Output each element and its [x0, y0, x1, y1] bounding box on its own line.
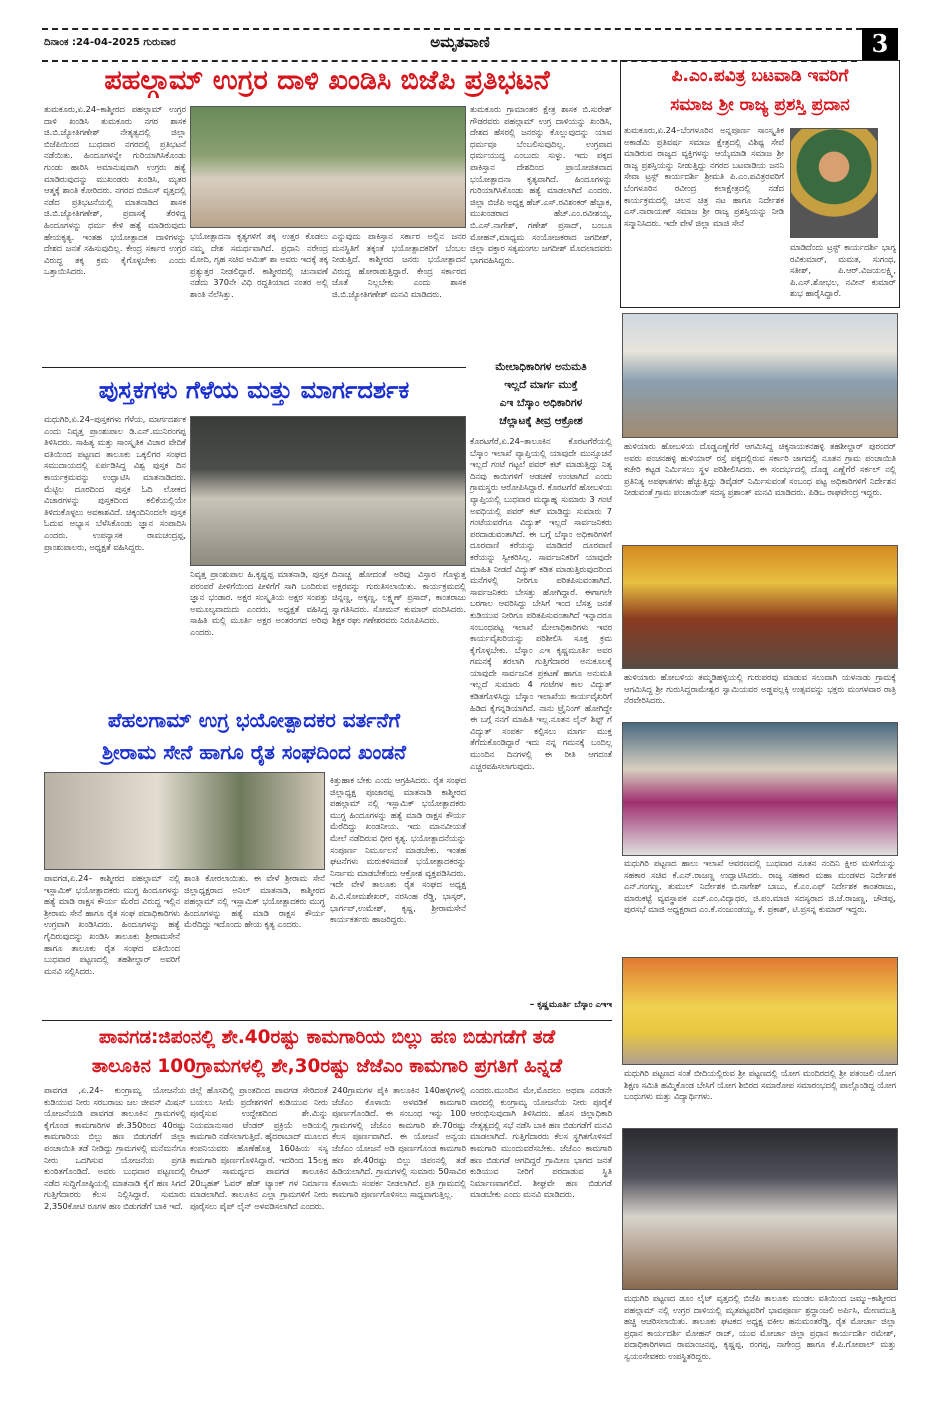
page-number: 3	[862, 28, 898, 60]
caption-temple-festival: ಹುಳಿಯಾರು ಹೋಬಳಿಯ ತಮ್ಮಡಿಹಳ್ಳಿಯಲ್ಲಿ ಗುರುಪರವು ಮಾಡುವ ಸಲುವಾಗಿ ಯಳನಾಡು ಗ್ರಾಮಕ್ಕೆ ಆಗಮಿಸಿದ್ದ ಶ್ರೀ ಗುರುಸಿದ್ದರಾಮೇಶ್ವರ ಸ್ವಾಮಿಯವರ ಅಡ್ಡಪಲ್ಲಕ್ಕಿ ಉತ್ಸವವನ್ನು ಭಕ್ತರು ಮಂಗಳವಾರ ರಾತ್ರಿ ನೆರವೇರಿಸಿದರು.	[624, 672, 896, 706]
photo-yoga-camp	[622, 957, 898, 1065]
article-books-col2: ನಿವೃತ್ತ ಪ್ರಾಂಶುಪಾಲ ಹಿ.ಕೃಷ್ಣಪ್ಪ ಮಾತನಾಡಿ, ಪುಸ್ತಕ ಪರಂಪರೆ ಪೀಳಿಗೆಯಿಂದ ಪೀಳಿಗೆಗೆ ಸಾಗಿ ಬಂದಿರುವ ಜ್ಞಾನ ಭಂಡಾರ. ಅಕ್ಷರ ಸಂಸ್ಕೃತಿಯ ಅಕ್ಷರ ಸಂಪತ್ತು ಅಮೂಲ್ಯವಾದುದು ಎಂದರು. ಅಧ್ಯಕ್ಷತೆ ವಹಿಸಿದ್ದ ಸಾಹಿತಿ ಮಲ್ಲಿ ಮೂರ್ತಿ ಅಕ್ಷರ ಅಂತರಂಗದ ಅರಿವು ಎಂದರು.	[190, 569, 328, 637]
article-bjp-col4: ತುಮಕೂರು ಗ್ರಾಮಾಂತರ ಕ್ಷೇತ್ರ ಶಾಸಕ ಬಿ.ಸುರೇಶ್ ಗೌಡರವರು ಪಹಲ್ಗಾಮ್ ಉಗ್ರ ದಾಳಿಯನ್ನು ಖಂಡಿಸಿ, ದೇಶದ ಹೆಸರಲ್ಲಿ ಜನರನ್ನು ಕೊಲ್ಲುವುದನ್ನು ಯಾವ ಧರ್ಮವೂ ಬೆಂಬಲಿಸುವುದಿಲ್ಲ. ಉಗ್ರವಾದ ಧರ್ಮಯುದ್ಧ ಎಂಬುದು ಸುಳ್ಳು. ಇದು ಪಕ್ಕದ ಪಾಕಿಸ್ತಾನ ದೇಶದಿಂದ ಪ್ರಾಯೋಜಿತವಾದ ಭಯೋತ್ಪಾದನಾ ಕೃತ್ಯವಾಗಿದೆ. ಹಿಂದೂಗಳನ್ನು ಗುರಿಯಾಗಿಸಿಕೊಂಡು ಹತ್ಯೆ ಮಾಡಲಾಗಿದೆ ಎಂದರು. ಜಿಲ್ಲಾ ಬಿಜೆಪಿ ಅಧ್ಯಕ್ಷ ಹೆಚ್.ಎಸ್.ರವಿಶಂಕರ್ ಹೆಬ್ಬಾಕ, ಮುಖಂಡರಾದ ಹೆಚ್.ಎಂ.ರವೀಶಯ್ಯ, ಬಿ.ಎಸ್.ನಾಗೇಶ್, ಗಣೇಶ್ ಪ್ರಸಾದ್, ಬಂಬೂ ಮೋಹನ್,ಮಾಧ್ಯಮ ಸಂಯೋಜಕರಾದ ಜಗದೀಶ್, ಜಿಲ್ಲಾ ವಕ್ತಾರ ಸತ್ಯಮಂಗಲ ಜಗದೀಶ್ ಮೊದಲಾದವರು ಭಾಗವಹಿಸಿದ್ದರು.	[470, 104, 612, 265]
photo-site-inspection	[622, 313, 898, 438]
issue-date: ದಿನಾಂಕ :24-04-2025 ಗುರುವಾರ	[44, 37, 176, 48]
subhead-line: ಮೇಲಾಧಿಕಾರಿಗಳ ಅನುಮತಿ	[495, 361, 587, 373]
header-rule-top	[42, 28, 862, 30]
masthead: ಅಮೃತವಾಣಿ	[430, 33, 490, 51]
article-bjp-col2: ಭಯೋತ್ಪಾದನಾ ಕೃತ್ಯಗಳಿಗೆ ತಕ್ಕ ಉತ್ತರ ಕೊಡಲು ನಮ್ಮ ದೇಶ ಸಮರ್ಥವಾಗಿದೆ. ಪ್ರಧಾನಿ ನರೇಂದ್ರ ಮೋದಿ, ಗೃಹ ಸಚಿವ ಅಮಿತ್ ಶಾ ಅವರು ಇದಕ್ಕೆ ತಕ್ಕ ಪ್ರತ್ಯುತ್ತರ ನೀಡಲಿದ್ದಾರೆ. ಕಾಶ್ಮೀರದಲ್ಲಿ ಚುನಾವಣೆ ನಡೆದು 370ನೇ ವಿಧಿ ರದ್ದತಿಯಾದ ನಂತರ ಅಲ್ಲಿ ಶಾಂತಿ ನೆಲೆಸಿತ್ತು.	[190, 231, 328, 299]
photo-temple-festival	[622, 545, 898, 669]
article-bjp-col1: ತುಮಕೂರು,ಏ.24–ಕಾಶ್ಮೀರದ ಪಹಲ್ಗಾಮ್ ಉಗ್ರರ ದಾಳಿ ಖಂಡಿಸಿ ತುಮಕೂರು ನಗರ ಶಾಸಕ ಜಿ.ಬಿ.ಜ್ಯೋತಿಗಣೇಶ್ ನೇತೃತ್ವದಲ್ಲಿ ಜಿಲ್ಲಾ ಬಿಜೆಪಿಯಿಂದ ಬುಧವಾರ ನಗರದಲ್ಲಿ ಪ್ರತಿಭಟನೆ ನಡೆಯಿತು. ಹಿಂದೂಗಳನ್ನೇ ಗುರಿಯಾಗಿಸಿಕೊಂಡು ಗುಂಡು ಹಾರಿಸಿ ಅಮಾನುಷವಾಗಿ ಉಗ್ರರು ಹತ್ಯೆ ಮಾಡಿರುವುದನ್ನು ಮುಖಂಡರು ಖಂಡಿಸಿ, ಮೃತರ ಆತ್ಮಕ್ಕೆ ಶಾಂತಿ ಕೋರಿದರು. ನಗರದ ಬಿಜಿಎಸ್ ವೃತ್ತದಲ್ಲಿ ನಡೆದ ಪ್ರತಿಭಟನೆಯಲ್ಲಿ ಮಾತನಾಡಿದ ಶಾಸಕ ಜಿ.ಬಿ.ಜ್ಯೋತಿಗಣೇಶ್, ಪ್ರವಾಸಕ್ಕೆ ತೆರಳಿದ್ದ ಹಿಂದೂಗಳನ್ನು ಧರ್ಮ ಕೇಳಿ ಹತ್ಯೆ ಮಾಡಿರುವುದು ಹೇಯಕೃತ್ಯ. ಇಂತಹ ಭಯೋತ್ಪಾದಕ ದಾಳಿಗಳನ್ನು ದೇಶದ ಜನತೆ ಸಹಿಸುವುದಿಲ್ಲ. ಕೇಂದ್ರ ಸರ್ಕಾರ ಉಗ್ರರ ವಿರುದ್ಧ ತಕ್ಕ ಕ್ರಮ ಕೈಗೊಳ್ಳಬೇಕು ಎಂದು ಒತ್ತಾಯಿಸಿದರು.	[44, 104, 186, 277]
headline-line: ಶ್ರೀರಾಮ ಸೇನೆ ಹಾಗೂ ರೈತ ಸಂಘದಿಂದ ಖಂಡನೆ	[101, 740, 406, 764]
headline-jjm-works	[42, 1023, 612, 1081]
photo-book-day-event	[190, 416, 466, 566]
divider	[42, 1020, 612, 1021]
caption-yoga-camp: ಮಧುಗಿರಿ ಪಟ್ಟಣದ ಸಂತೆ ಬೀದಿಯಲ್ಲಿರುವ ಶ್ರೀ ಪಟ್ಟಣದಲ್ಲಿ ಯೋಗ ಮಂದಿರದಲ್ಲಿ ಶ್ರೀ ಪತಂಜಲಿ ಯೋಗ ಶಿಕ್ಷಣ ಸಮಿತಿ ಹಮ್ಮಿಕೊಂಡ ಬೇಸಿಗೆ ಯೋಗ ಶಿಬಿರದ ಸಮಾರೋಪ ಸಮಾರಂಭದಲ್ಲಿ ಪಾಲ್ಗೊಂಡಿದ್ದ ಯೋಗ ಬಂಧುಗಳು ಮತ್ತು ವಿದ್ಯಾರ್ಥಿಗಳು.	[624, 1068, 896, 1102]
article-bjp-col3: ಎನ್ನುವುದು ಪಾಕಿಸ್ತಾನ ಸರ್ಕಾರ ಅಲ್ಲಿನ ಜನರ ಮನಸ್ಥಿತಿಗೆ ತಕ್ಕಂತೆ ಭಯೋತ್ಪಾದಕರಿಗೆ ಬೆಂಬಲ ನೀಡುತ್ತಿದೆ. ಕಾಶ್ಮೀರದ ಜನರು ಭಯೋತ್ಪಾದನೆ ವಿರುದ್ಧ ಹೋರಾಡುತ್ತಿದ್ದಾರೆ. ಕೇಂದ್ರ ಸರ್ಕಾರದ ಜೊತೆ ನಿಲ್ಲಬೇಕು ಎಂದು ಶಾಸಕ ಜಿ.ಬಿ.ಜ್ಯೋತಿಗಣೇಶ್ ಮನವಿ ಮಾಡಿದರು.	[332, 231, 466, 299]
caption-candle-tribute: ಮಧುಗಿರಿ ಪಟ್ಟಣದ ಡೂಂ ಲೈಟ್ ವೃತ್ತದಲ್ಲಿ ಬಿಜೆಪಿ ತಾಲೂಕು ಮಂಡಲ ವತಿಯಿಂದ ಜಮ್ಮು–ಕಾಶ್ಮೀರದ ಪಹಲ್ಗಾಮ್ ನಲ್ಲಿ ಉಗ್ರರ ದಾಳಿಯಲ್ಲಿ ಮೃತಪಟ್ಟವರಿಗೆ ಭಾವಪೂರ್ಣ ಶ್ರದ್ಧಾಂಜಲಿ ಅರ್ಪಿಸಿ, ಮೇಣದಬತ್ತಿ ಹಚ್ಚಿ ಆಚರಿಸಲಾಯಿತು. ತಾಲೂಕು ಘಟಕದ ಅಧ್ಯಕ್ಷ ವಕೀಲ ಹನುಮಂತರೆಡ್ಡಿ, ರೈತ ಮೋರ್ಚಾ ಜಿಲ್ಲಾ ಪ್ರಧಾನ ಕಾರ್ಯದರ್ಶಿ ಮೋಹನ್ ರಾಜ್, ಯುವ ಮೋರ್ಚಾ ಜಿಲ್ಲಾ ಪ್ರಧಾನ ಕಾರ್ಯದರ್ಶಿ ರಮೇಶ್, ಪದಾಧಿಕಾರಿಗಳಾದ ರಾಮಾಂಜನಪ್ಪ, ಕೃಷ್ಣಪ್ಪ, ರಂಗಪ್ಪ, ನಾಗೇಂದ್ರ ಹಾಗೂ ಕೆ.ಪಿ.ಗೋಪಾಲ್ ಮತ್ತು ಸ್ವಯಂಸೇವಕರು ಉಪಸ್ಥಿತರಿದ್ದರು.	[624, 1293, 896, 1361]
photo-candle-tribute	[622, 1128, 898, 1290]
article-jjm-col3: 240ಗ್ರಾಮಗಳ ಪೈಕಿ ತಾಲೂಕಿನ 140ಹಳ್ಳಿಗಳಲ್ಲಿ ಜೆಜೆಎಂ ಕೊಳಾಯಿ ಅಳವಡಿಕೆ ಕಾಮಗಾರಿ ಪೂರ್ಣಗೊಂಡಿದೆ. ಈ ಸಂಬಂಧ ಇನ್ನು 100 ಗ್ರಾಮಗಳಲ್ಲಿ ಜೆಜೆಎಂ ಕಾಮಗಾರಿ ಶೇ.70ರಷ್ಟು ಕೆಲಸ ಪೂರ್ಣವಾಗಿದೆ. ಈ ಯೋಜನೆ ಅನ್ವಯ ಜೆಜೆಎಂ ಯೋಜನೆ ಅಡಿ ಪೂರ್ಣಗೊಂಡ ಕಾಮಗಾರಿ ಹಣ ಶೇ.40ರಷ್ಟು ಬಿಲ್ಲು ಜಿಪಂನಲ್ಲಿ ತಡೆ ಹಿಡಿಯಲಾಗಿದೆ. ಗ್ರಾಮಗಳಲ್ಲಿ ಸುಮಾರು 50ಸಾವಿರ ಕೊಳಾಯಿ ಸಂಪರ್ಕ ನೀಡಲಾಗಿದೆ. ಪ್ರತಿ ಗ್ರಾಮದಲ್ಲಿ ಕಾಮಗಾರಿ ಪೂರ್ಣಗೊಳಿಸಲು ಸಾಧ್ಯವಾಗುತ್ತಿಲ್ಲ.	[332, 1085, 466, 1200]
article-jjm-col2: ಜಿಲ್ಲೆ ಹೊಸದಿಲ್ಲಿ ಪ್ರಾಂತದಿಂದ ಪಾವಗಡ ಸೇರಿದಂತೆ ಬಯಲು ಸೀಮೆ ಪ್ರದೇಶಗಳಿಗೆ ಕುಡಿಯುವ ನೀರು ಪೂರೈಸುವ ಉದ್ದೇಶದಿಂದ ಶೇ.ಮಿನ್ನು ನಿಯಮಾನುಸಾರ ಟೆಂಡರ್ ಪ್ರಕ್ರಿಯೆ ಅಡಿಯಲ್ಲಿ ಕಾಮಗಾರಿ ನಡೆಸಲಾಗುತ್ತಿದೆ. ಹೈದರಾಬಾದ್ ಮೂಲದ ಕಂಪನಿಯವರು ಹೊಣೆಹೊತ್ತ 160ಹಿಯ ಸಸ್ಯ ಕಾಮಗಾರಿ ಪೂರ್ಣಗೊಳಿಸಿದ್ದಾರೆ. ಇದರಿಂದ 15ಲಕ್ಷ ಲೀಟರ್ ಸಾಮರ್ಥ್ಯದ ಪಾವಗಡ ತಾಲೂಕಿನ 20ಬೃಹತ್ ಓವರ್ ಹೆಡ್ ಟ್ಯಾಂಕ್ ಗಳ ನಿರ್ಮಾಣ ಮಾಡಲಾಗಿದೆ. ತಾಲೂಕಿನ ಎಲ್ಲಾ ಗ್ರಾಮಗಳಿಗೆ ನೀರು ಪೂರೈಸಲು ಪೈಪ್ ಲೈನ್ ಅಳವಡಿಸಲಾಗಿದೆ ಎಂದರು.	[190, 1085, 328, 1211]
subhead-line: ಎಇ ಬೆಸ್ಕಾಂ ಅಧಿಕಾರಿಗಳ	[499, 397, 583, 409]
headline-line: ಸಮಾಜ ಶ್ರೀ ರಾಜ್ಯ ಪ್ರಶಸ್ತಿ ಪ್ರದಾನ	[670, 95, 850, 115]
subhead-line: ಚೆಲ್ಲಾಟಕ್ಕೆ ತೀವ್ರ ಆಕ್ರೋಶ	[499, 415, 583, 427]
photo-pavithra	[790, 128, 878, 238]
article-award-body-cont: ಮಾಡಿದೆಂದು ಟ್ರಸ್ಟ್ ಕಾರ್ಯದರ್ಶಿ ಭಾಗ್ಯ ರವಿಕುಮಾರ್, ಮಮತ, ಸುಗಂಧ, ಸತೀಶ್, ಪಿ.ಆರ್.ವಿಜಯಲಕ್ಷ್ಮಿ, ಪಿ.ಎಸ್.ಶೋಭಲ, ನವೀನ್ ಕುಮಾರ್ ಶುಭ ಹಾರೈಸಿದ್ದಾರೆ.	[790, 242, 896, 299]
headline-bjp-protest: ಪಹಲ್ಗಾಮ್ ಉಗ್ರರ ದಾಳಿ ಖಂಡಿಸಿ ಬಿಜೆಪಿ ಪ್ರತಿಭಟನೆ	[104, 65, 550, 96]
headline-line: ಪಿ.ಎಂ.ಪವಿತ್ರ ಬಟವಾಡಿ ಇವರಿಗೆ	[671, 66, 849, 86]
headline-line: ತಾಲೂಕಿನ 100ಗ್ರಾಮಗಳಲ್ಲಿ ಶೇ,30ರಷ್ಟು ಜೆಜೆಎಂ ಕಾಮಗಾರಿ ಪ್ರಗತಿಗೆ ಹಿನ್ನಡೆ	[91, 1056, 563, 1077]
article-sene-col2: ಶಾಂತಿ ಕೋರಲಾಯಿತು. ಈ ವೇಳೆ ಶ್ರೀರಾಮ ಸೇನೆ ಜಿಲ್ಲಾಧ್ಯಕ್ಷರಾದ ಅನಿಲ್ ಮಾತನಾಡಿ, ಕಾಶ್ಮೀರದ ಪಹಲ್ಗಾಮ್ ನಲ್ಲಿ ಇಸ್ಲಾಮಿಕ್ ಭಯೋತ್ಪಾದಕರು ಮುಗ್ಧ ಹಿಂದೂಗಳನ್ನು ಹತ್ಯೆ ಮಾಡಿ ರಾಕ್ಷಸ ಕೌರ್ಯ ಮೆರೆದಿದ್ದು ಇದೊಂದು ಹೇಯ ಕೃತ್ಯ ಎಂದರು.	[184, 873, 325, 930]
photo-bjp-protest	[190, 106, 466, 228]
photo-memorandum-submission	[44, 772, 325, 870]
divider	[42, 367, 466, 368]
headline-sriram-sene	[42, 704, 466, 768]
article-books-col3: ದಿನಾಚ್ಚ ಹೋದಂತೆ ಅರಿವು ವಿಸ್ತಾರ ಗೊಳ್ಳುತ್ತ ಅಕ್ಷರವನ್ನು ಗುರುತಿಸಲಾಯಿತು. ಕಾರ್ಯಕ್ರಮದಲ್ಲಿ ಚಿನ್ನಣ್ಣ, ಅಕ್ಕಣ್ಣ, ಲಕ್ಷ್ಮಣ್ ಪ್ರಸಾದ್, ಕಾಂತರಾಜು ಸ್ವಾಗತಿಸಿದರು. ಸೋಮನ್ ಕುಮಾರ್ ವಂದಿಸಿದರು. ಶಿಕ್ಷಕ ರಘು ಗಣೇಶರವರು ನಿರೂಪಿಸಿದರು.	[332, 569, 466, 626]
article-award-body: ತುಮಕೂರು,ಏ.24–ಬೆಂಗಳೂರಿನ ಅನ್ನಪೂರ್ಣ ಸಾಂಸ್ಕೃತಿಕ ಅಕಾಡೆಮಿ ಪ್ರತಿವರ್ಷ ಸಮಾಜ ಕ್ಷೇತ್ರದಲ್ಲಿ ವಿಶಿಷ್ಟ ಸೇವೆ ಮಾಡಿರುವ ರಾಜ್ಯದ ವ್ಯಕ್ತಿಗಳನ್ನು ಆಯ್ಕೆಮಾಡಿ ಸಮಾಜ ಶ್ರೀ ರಾಜ್ಯ ಪ್ರಶಸ್ತಿಯನ್ನು ನೀಡುತ್ತಿದ್ದು ನಗರದ ಬಟವಾಡಿಯ ಜನನಿ ಸೇವಾ ಟ್ರಸ್ಟ್ ಕಾರ್ಯದರ್ಶಿ ಶ್ರೀಮತಿ ಪಿ.ಎಂ.ಪವಿತ್ರರವರಿಗೆ ಬೆಂಗಳೂರಿನ ರವೀಂದ್ರ ಕಲಾಕ್ಷೇತ್ರದಲ್ಲಿ ನಡೆದ ಕಾರ್ಯಕ್ರಮದಲ್ಲಿ ಚಲನ ಚಿತ್ರ ನಟ ಹಾಗೂ ನಿರ್ದೇಶಕ ಎಸ್.ನಾರಾಯಣ್ ಸಮಾಜ ಶ್ರೀ ರಾಜ್ಯ ಪ್ರಶಸ್ತಿಯನ್ನು ನೀಡಿ ಸನ್ಮಾನಿಸಿದರು. ಇದೇ ವೇಳೆ ಜಿಲ್ಲಾ ಮಾಜಿ ಸೇನೆ	[624, 125, 784, 228]
headline-award	[622, 62, 898, 120]
headline-books: ಪುಸ್ತಕಗಳು ಗೆಳೆಯ ಮತ್ತು ಮಾರ್ಗದರ್ಶಕ	[98, 376, 410, 404]
article-sene-col3: ಕಿತ್ತುಹಾಕ ಬೇಕು ಎಂದು ಆಗ್ರಹಿಸಿದರು. ರೈತ ಸಂಘದ ಜಿಲ್ಲಾಧ್ಯಕ್ಷ ಪೂಜಾರಪ್ಪ ಮಾತನಾಡಿ ಕಾಶ್ಮೀರದ ಪಹಲ್ಗಾಮ್ ನಲ್ಲಿ ಇಸ್ಲಾಮಿಕ್ ಭಯೋತ್ಪಾದಕರು ಮುಗ್ಧ ಹಿಂದೂಗಳನ್ನು ಹತ್ಯೆ ಮಾಡಿ ರಾಕ್ಷಸ ಕೌರ್ಯ ಮೆರೆದಿದ್ದು ಖಂಡನೀಯ. ಇದು ಮಾನವೀಯತೆ ಮೇಲೆ ನಡೆದಿರುವ ಧೀರ ಕೃತ್ಯ. ಭಯೋತ್ಪಾದನೆಯನ್ನು ಸಂಪೂರ್ಣ ನಿರ್ಮೂಲನೆ ಮಾಡಬೇಕು. ಇಂತಹ ಘಟನೆಗಳು ಮರುಕಳಿಸದಂತೆ ಭಯೋತ್ಪಾದಕರನ್ನು ನಿರ್ನಾಮ ಮಾಡಬೇಕೆಂದು ಆಕ್ರೋಶ ವ್ಯಕ್ತಪಡಿಸಿದರು. ಇದೇ ವೇಳೆ ತಾಲೂಕು ರೈತ ಸಂಘದ ಅಧ್ಯಕ್ಷ ಪಿ.ವಿ.ಸೋಮಶೇಖರ್, ನರಸಿಂಹ ರೆಡ್ಡಿ, ಭಾಸ್ಕರ್, ಭಾರ್ಗವ್,ಉಮೇಶ್, ಕೃಷ್ಣ, ಶ್ರೀರಾಮಸೇನೆ ಕಾರ್ಯಕರ್ತರು ಹಾಜರಿದ್ದರು.	[330, 775, 466, 925]
article-bescom-body: ಕೊರಟಗೆರೆ,ಏ.24–ತಾಲೂಕಿನ ಕೊರಟಗೆರೆಯಲ್ಲಿ ಬೆಸ್ಕಾಂ ಇಲಾಖೆ ವ್ಯಾಪ್ತಿಯಲ್ಲಿ ಯಾವುದೇ ಮುನ್ಸೂಚನೆ ಇಲ್ಲದೆ ಗಂಟೆ ಗಟ್ಟಲೆ ಪವರ್ ಕಟ್ ಮಾಡುತ್ತಿದ್ದು ನಿತ್ಯ ದಿನವು ಕಾಯಿಗಳಿಗೆ ಆಡಚಣೆ ಉಂಟಾಗಿದೆ ಎಂದು ಗ್ರಾಮಸ್ಥರು ಆರೋಪಿಸಿದ್ದಾರೆ. ಕೊರಟಗೆರೆ ಹೋಬಳಿಯ ವ್ಯಾಪ್ತಿಯಲ್ಲಿ ಬುಧವಾರ ಮಧ್ಯಾಹ್ನ ಸುಮಾರು 3 ಗಂಟೆ ಅವಧಿಯಲ್ಲಿ ಪವರ್ ಕಟ್ ಮಾಡಿದ್ದು ಸುಮಾರು 7 ಗಂಟೆಯವರೆಗೂ ವಿದ್ಯುತ್ ಇಲ್ಲದೆ ಸಾರ್ವಜನಿಕರು ಪರದಾಡುವಂತಾಗಿದೆ. ಈ ಬಗ್ಗೆ ಬೆಸ್ಕಾಂ ಅಧಿಕಾರಿಗಳಿಗೆ ದೂರವಾಣಿ ಕರೆಯನ್ನು ಮಾಡಿದರೆ ದೂರವಾಣಿ ಕರೆಯನ್ನು ಸ್ವೀಕರಿಸಿಲ್ಲ. ಸಾರ್ವಜನಿಕರಿಗೆ ಯಾವುದೇ ಮಾಹಿತಿ ನೀಡದೆ ವಿದ್ಯುತ್ ಕಡಿತ ಮಾಡುತ್ತಿರುವುದರಿಂದ ಮನೆಗಳಲ್ಲಿ ನೀರಿಗೂ ಪರಿತಪಿಸುವಂತಾಗಿದೆ. ಸಾರ್ವಜನಿಕರು ಬೇಸತ್ತು ಹೋಗಿದ್ದಾರೆ. ಈಗಾಗಲೇ ಬರಗಾಲ ಆವರಿಸಿದ್ದು ಬೇಸಿಗೆ ಇಂದ ಬೆಸತ್ತ ಜನತೆ ಕುಡಿಯುವ ನೀರಿಗೂ ಪರಿತಪಿಸುವಂತಾಗಿದೆ ಇನ್ನಾದರೂ ಸಂಬಂಧಪಟ್ಟ ಇಲಾಖೆ ಮೇಲಾಧಿಕಾರಿಗಳು ಇವರ ಕಾರ್ಯವೈಖರಿಯನ್ನು ಪರಿಶೀಲಿಸಿ ಸೂಕ್ತ ಕ್ರಮ ಕೈಗೊಳ್ಳಬೇಕು. ಬೆಸ್ಕಾಂ ಎಇ ಕೃಷ್ಣಮೂರ್ತಿ ಅವರ ಗಮನಕ್ಕೆ ತರಲಾಗಿ ಗುತ್ತಿಗೆದಾರರ ಅನುಕೂಲಕ್ಕೆ ಯಾವುದೇ ಸಾರ್ವಜನಿಕ ಪ್ರಕಟಣೆ ಹಾಗೂ ಅನುಮತಿ ಇಲ್ಲದೆ ಸುಮಾರು 4 ಗಂಟೆಗಳ ಕಾಲ ವಿದ್ಯುತ್ ಕಡಿತಗೊಳಿಸಿದ್ದು ಬೆಸ್ಕಾಂ ಇಲಾಖೆಯ ಕಾರ್ಯವೈಖರಿಗೆ ಹಿಡಿದ ಕೈಗನ್ನಡಿಯಾಗಿದೆ. ನಾನು ಟ್ರೈನಿಂಗ್ ಹೋಗಿದ್ದೇ ಈ ಬಗ್ಗೆ ನನಗೆ ಮಾಹಿತಿ ಇಲ್ಲ.ನೂತನ ಲೈನ್ ಶಿಫ್ಟ್ ಗೆ ವಿದ್ಯುತ್ ಸಂಪರ್ಕ ಕಲ್ಪಿಸಲು ಮಾರ್ಗ ಮುಕ್ತ ತೆಗೆದುಕೊಂಡಿದ್ದಾರೆ ಇದು ನನ್ನ ಗಮನಕ್ಕೆ ಬಂದಿಲ್ಲ ಮುಂದಿನ ದಿನಗಳಲ್ಲಿ ಈ ರೀತಿ ಆಗದಂತೆ ಎಚ್ಚರವಹಿಸಲಾಗುವುದು.	[470, 436, 612, 771]
headline-line: ಪೆಹಲಗಾಮ್ ಉಗ್ರ ಭಯೋತ್ಪಾದಕರ ವರ್ತನೆಗೆ	[107, 708, 401, 732]
article-sene-col1: ಪಾವಗಡ,ಏ.24– ಕಾಶ್ಮೀರದ ಪಹಲ್ಗಾಮ್ ನಲ್ಲಿ ಇಸ್ಲಾಮಿಕ್ ಭಯೋತ್ಪಾದಕರು ಮುಗ್ಧ ಹಿಂದೂಗಳನ್ನು ಹತ್ಯೆ ಮಾಡಿ ರಾಕ್ಷಸ ಕೌರ್ಯ ಮೆರೆದ ವಿರುದ್ಧ ಇಲ್ಲಿನ ಶ್ರೀರಾಮ ಸೇನೆ ಹಾಗೂ ರೈತ ಸಂಘ ಪದಾಧಿಕಾರಿಗಳು ಉಗ್ರವಾಗಿ ಖಂಡಿಸಿದರು. ಹಿಂದೂಗಳನ್ನು ಹತ್ಯೆ ಗೈದಿರುವುದನ್ನು ಖಂಡಿಸಿ ತಾಲೂಕು ಶ್ರೀರಾಮಸೇನೆ ಹಾಗೂ ತಾಲೂಕು ರೈತ ಸಂಘದ ವತಿಯಿಂದ ಬುಧವಾರ ಪಟ್ಟಣದಲ್ಲಿ ತಹಶೀಲ್ದಾರ್ ಅವರಿಗೆ ಮನವಿ ಸಲ್ಲಿಸಿದರು.	[44, 873, 180, 976]
headline-line: ಪಾವಗಡ:ಜಿಪಂನಲ್ಲಿ ಶೇ.40ರಷ್ಟು ಕಾಮಗಾರಿಯ ಬಿಲ್ಲು ಹಣ ಬಿಡುಗಡೆಗೆ ತಡೆ	[98, 1027, 556, 1048]
article-jjm-col1: ಪಾವಗಡ ,ಏ.24– ಕುಂಗ್ರಾಮ್ಯ ಯೋಜನೆಯ ಕುಡಿಯುವ ನೀರು ಸರಬರಾಜು ಜಲ ಜೀವನ್ ಮಿಷನ್ ಯೋಜನೆಯಡಿ ಪಾವಗಡ ತಾಲೂಕಿನ ಗ್ರಾಮಗಳಲ್ಲಿ ಕೈಗೊಂಡ ಕಾಮಗಾರಿಗಳ ಶೇ.350ರಿಂದ 40ರಷ್ಟು ಕಾಮಗಾರಿಯ ಬಿಲ್ಲು ಹಣ ಬಿಡುಗಡೆಗೆ ಜಿಲ್ಲಾ ಪಂಚಾಯಿತಿ ತಡೆ ನೀಡಿದ್ದು ಗ್ರಾಮಗಳಲ್ಲಿ ಮನೆಮನೆಗೂ ನೀರು ಒದಗಿಸುವ ಯೋಜನೆಯ ಪ್ರಗತಿ ಕುಂಠಿತಗೊಂಡಿದೆ. ಅವರು ಬುಧವಾರ ಪಟ್ಟಣದಲ್ಲಿ ನಡೆದ ಸುದ್ದಿಗೋಷ್ಠಿಯಲ್ಲಿ ಮಾತನಾಡಿ ಕೈಗೆ ಹಣ ಸಿಗದೆ ಗುತ್ತಿಗೆದಾರರು ಕೆಲಸ ನಿಲ್ಲಿಸಿದ್ದಾರೆ. ಸುಮಾರು 2,350ಕೋಟಿ ರೂಗಳ ಹಣ ಬಿಡುಗಡೆಗೆ ಬಾಕಿ ಇದೆ.	[44, 1085, 186, 1211]
subhead-line: ಇಲ್ಲದೆ ಮಾರ್ಗ ಮುಕ್ತೆ	[504, 379, 578, 391]
article-bescom-signature: – ಕೃಷ್ಣಮೂರ್ತಿ ಬೆಸ್ಕಾಂ ಎಇಇ	[529, 1000, 612, 1010]
caption-nandini-inauguration: ಮಧುಗಿರಿ ಪಟ್ಟಣದ ಹಾಲು ಇಲಾಖೆ ಆವರಣದಲ್ಲಿ ಬುಧವಾರ ನೂತನ ನಂದಿನಿ ಕ್ಷೀರ ಮಳಿಗೆಯನ್ನು ಸಹಕಾರ ಸಚಿವ ಕೆ.ಎನ್.ರಾಜಣ್ಣ ಉದ್ಘಾಟಿಸಿದರು. ರಾಜ್ಯ ಸಹಕಾರ ಮಹಾ ಮಂಡಳದ ನಿರ್ದೇಶಕ ಎನ್.ಗಂಗಣ್ಣ, ತುಮುಲ್ ನಿರ್ದೇಶಕ ಬಿ.ನಾಗೇಶ್ ಬಾಬು, ಕೆ.ಎಂ.ಎಫ್ ನಿರ್ದೇಶಕ ಕಾಂತರಾಜು, ಮಾರುಕಟ್ಟೆ ವ್ಯವಸ್ಥಾಪಕ ಎಚ್.ಎಂ.ವಿದ್ಯಾಧರ, ಜಿ.ಪಂ.ಮಾಜಿ ಸದಸ್ಯರಾದ ಜಿ.ಜೆ.ರಾಜಣ್ಣ, ಚೌಡಪ್ಪ, ಪುರಸಭೆ ಮಾಜಿ ಅಧ್ಯಕ್ಷರಾದ ಎಂ.ಕೆ.ನಂಜುಂಡಯ್ಯ, ಕೆ. ಪ್ರಕಾಶ್, ಟಿ.ಪ್ರಸನ್ನ ಕುಮಾರ್ ಇದ್ದರು.	[624, 858, 896, 915]
photo-nandini-inauguration	[622, 722, 898, 856]
subhead-bescom	[470, 358, 612, 430]
caption-site-inspection: ಹುಳಿಯಾರು ಹೋಬಳಿಯ ದೊಡ್ಡಎಣ್ಣೆಗೆರೆ ಆಗಮಿಸಿದ್ದ ಚಿಕ್ಕನಾಯಕನಹಳ್ಳಿ ತಹಶೀಲ್ದಾರ್ ಪುರಂದರ್ ಅವರು ಪಂಚನಹಳ್ಳಿ ಹುಳಿಯಾರ್ ರಸ್ತೆ ಪಕ್ಕದಲ್ಲಿರುವ ಸರ್ಕಾರಿ ಜಾಗದಲ್ಲಿ ನೂತನ ಗ್ರಾಮ ಪಂಚಾಯಿತಿ ಕಚೇರಿ ಕಟ್ಟಡ ನಿರ್ಮಿಸಲು ಸ್ಥಳ ಪರಿಶೀಲಿಸಿದರು. ಈ ಸಂದರ್ಭದಲ್ಲಿ ದೊಡ್ಡ ಎಣ್ಣೆಗೆರೆ ಸರ್ಕಲ್ ನಲ್ಲಿ ಪ್ರತಿನಿತ್ಯ ಅಪಘಾತಗಳು ಹೆಚ್ಚುತ್ತಿದ್ದು ಡಿವೈಡರ್ ನಿರ್ಮಿಸುವಂತೆ ಸಂಬಂಧ ಪಟ್ಟ ಅಧಿಕಾರಿಗಳಿಗೆ ನಿರ್ದೇಶನ ನೀಡುವಂತೆ ಗ್ರಾಮ ಪಂಚಾಯಿತ್ ಸದಸ್ಯ ಪ್ರಶಾಂತ್ ಮನವಿ ಮಾಡಿದರು. ಪಿಡಿಒ ರಾಘವೇಂದ್ರ ಇದ್ದರು.	[624, 441, 896, 498]
article-books-col1: ಮಧುಗಿರಿ,ಏ.24–ಪುಸ್ತಕಗಳು ಗೆಳೆಯ, ಮಾರ್ಗದರ್ಶಕ ಎಂದು ನಿವೃತ್ತ ಪ್ರಾಂಶುಪಾಲ ಡಿ.ಎನ್.ಮುನಿರಂಗಪ್ಪ ತಿಳಿಸಿದರು. ಸಾಹಿತ್ಯ ಮತ್ತು ಸಾಂಸ್ಕೃತಿಕ ವಿಚಾರ ವೇದಿಕೆ ವತಿಯಿಂದ ಪಟ್ಟಣದ ತಾಲೂಕು ಒಕ್ಕಲಿಗರ ಸಂಘದ ಸಮುದಾಯದಲ್ಲಿ ಏರ್ಪಡಿಸಿದ್ದ ವಿಶ್ವ ಪುಸ್ತಕ ದಿನ ಕಾರ್ಯಕ್ರಮವನ್ನು ಉದ್ಘಾಟಿಸಿ ಮಾತನಾಡಿದರು. ಮೆಟ್ಟಿಲ ದೂರದಿಂದ ಪುಸ್ತಕ ಓದಿ ಲೋಕದ ವಿಚಾರಗಳನ್ನು ಪುಸ್ತಕದಿಂದ ಕಲಿಕೆಯಲ್ಲಿಯೇ ತಿಳಿದುಕೊಳ್ಳಲು ಅವಕಾಶವಿದೆ. ಚಿಕ್ಕಂದಿನಿಂದಲೇ ಪುಸ್ತಕ ಓದುವ ಅಭ್ಯಾಸ ಬೆಳೆಸಿಕೊಂಡು ಜ್ಞಾನ ಸಂಪಾದಿಸಿ ಎಂದರು. ಉಪನ್ಯಾಸಕ ರಾಮಚಂದ್ರಪ್ಪ, ಪ್ರಾಂಶುಪಾಲರು, ಅಧ್ಯಕ್ಷತೆ ವಹಿಸಿದ್ದರು.	[44, 414, 186, 552]
article-jjm-col4: ಎಂದರು.ಮುಂದಿನ ಮೇ,ಮೊದಲು ಅಥವಾ ಎರಡನೇ ವಾರದಲ್ಲಿ ಕುಂಗ್ರಾಮ್ಯ ಯೋಜನೆಯ ನೀರು ಪೂರೈಕೆ ಆರಂಭಿಸುವುದಾಗಿ ತಿಳಿಸಿದರು. ಹೊಸ ಜಿಲ್ಲಾಧಿಕಾರಿ ನೇತೃತ್ವದಲ್ಲಿ ಸಭೆ ನಡೆಸಿ ಬಾಕಿ ಹಣ ಬಿಡುಗಡೆಗೆ ಮನವಿ ಮಾಡಲಾಗಿದೆ. ಗುತ್ತಿಗೆದಾರರು ಕೆಲಸ ಸ್ಥಗಿತಗೊಳಿಸದೆ ಕಾಮಗಾರಿ ಮುಂದುವರೆಸಬೇಕು. ಜೆಜೆಎಂ ಕಾಮಗಾರಿ ಹಣ ಬಿಡುಗಡೆ ಆಗದಿದ್ದರೆ ಗ್ರಾಮೀಣ ಭಾಗದ ಜನತೆ ಕುಡಿಯುವ ನೀರಿಗೆ ಪರದಾಡುವ ಸ್ಥಿತಿ ನಿರ್ಮಾಣವಾಗಲಿದೆ. ಶೀಘ್ರವೇ ಹಣ ಬಿಡುಗಡೆ ಮಾಡಬೇಕು ಎಂದು ಮನವಿ ಮಾಡಿದರು.	[470, 1085, 612, 1200]
